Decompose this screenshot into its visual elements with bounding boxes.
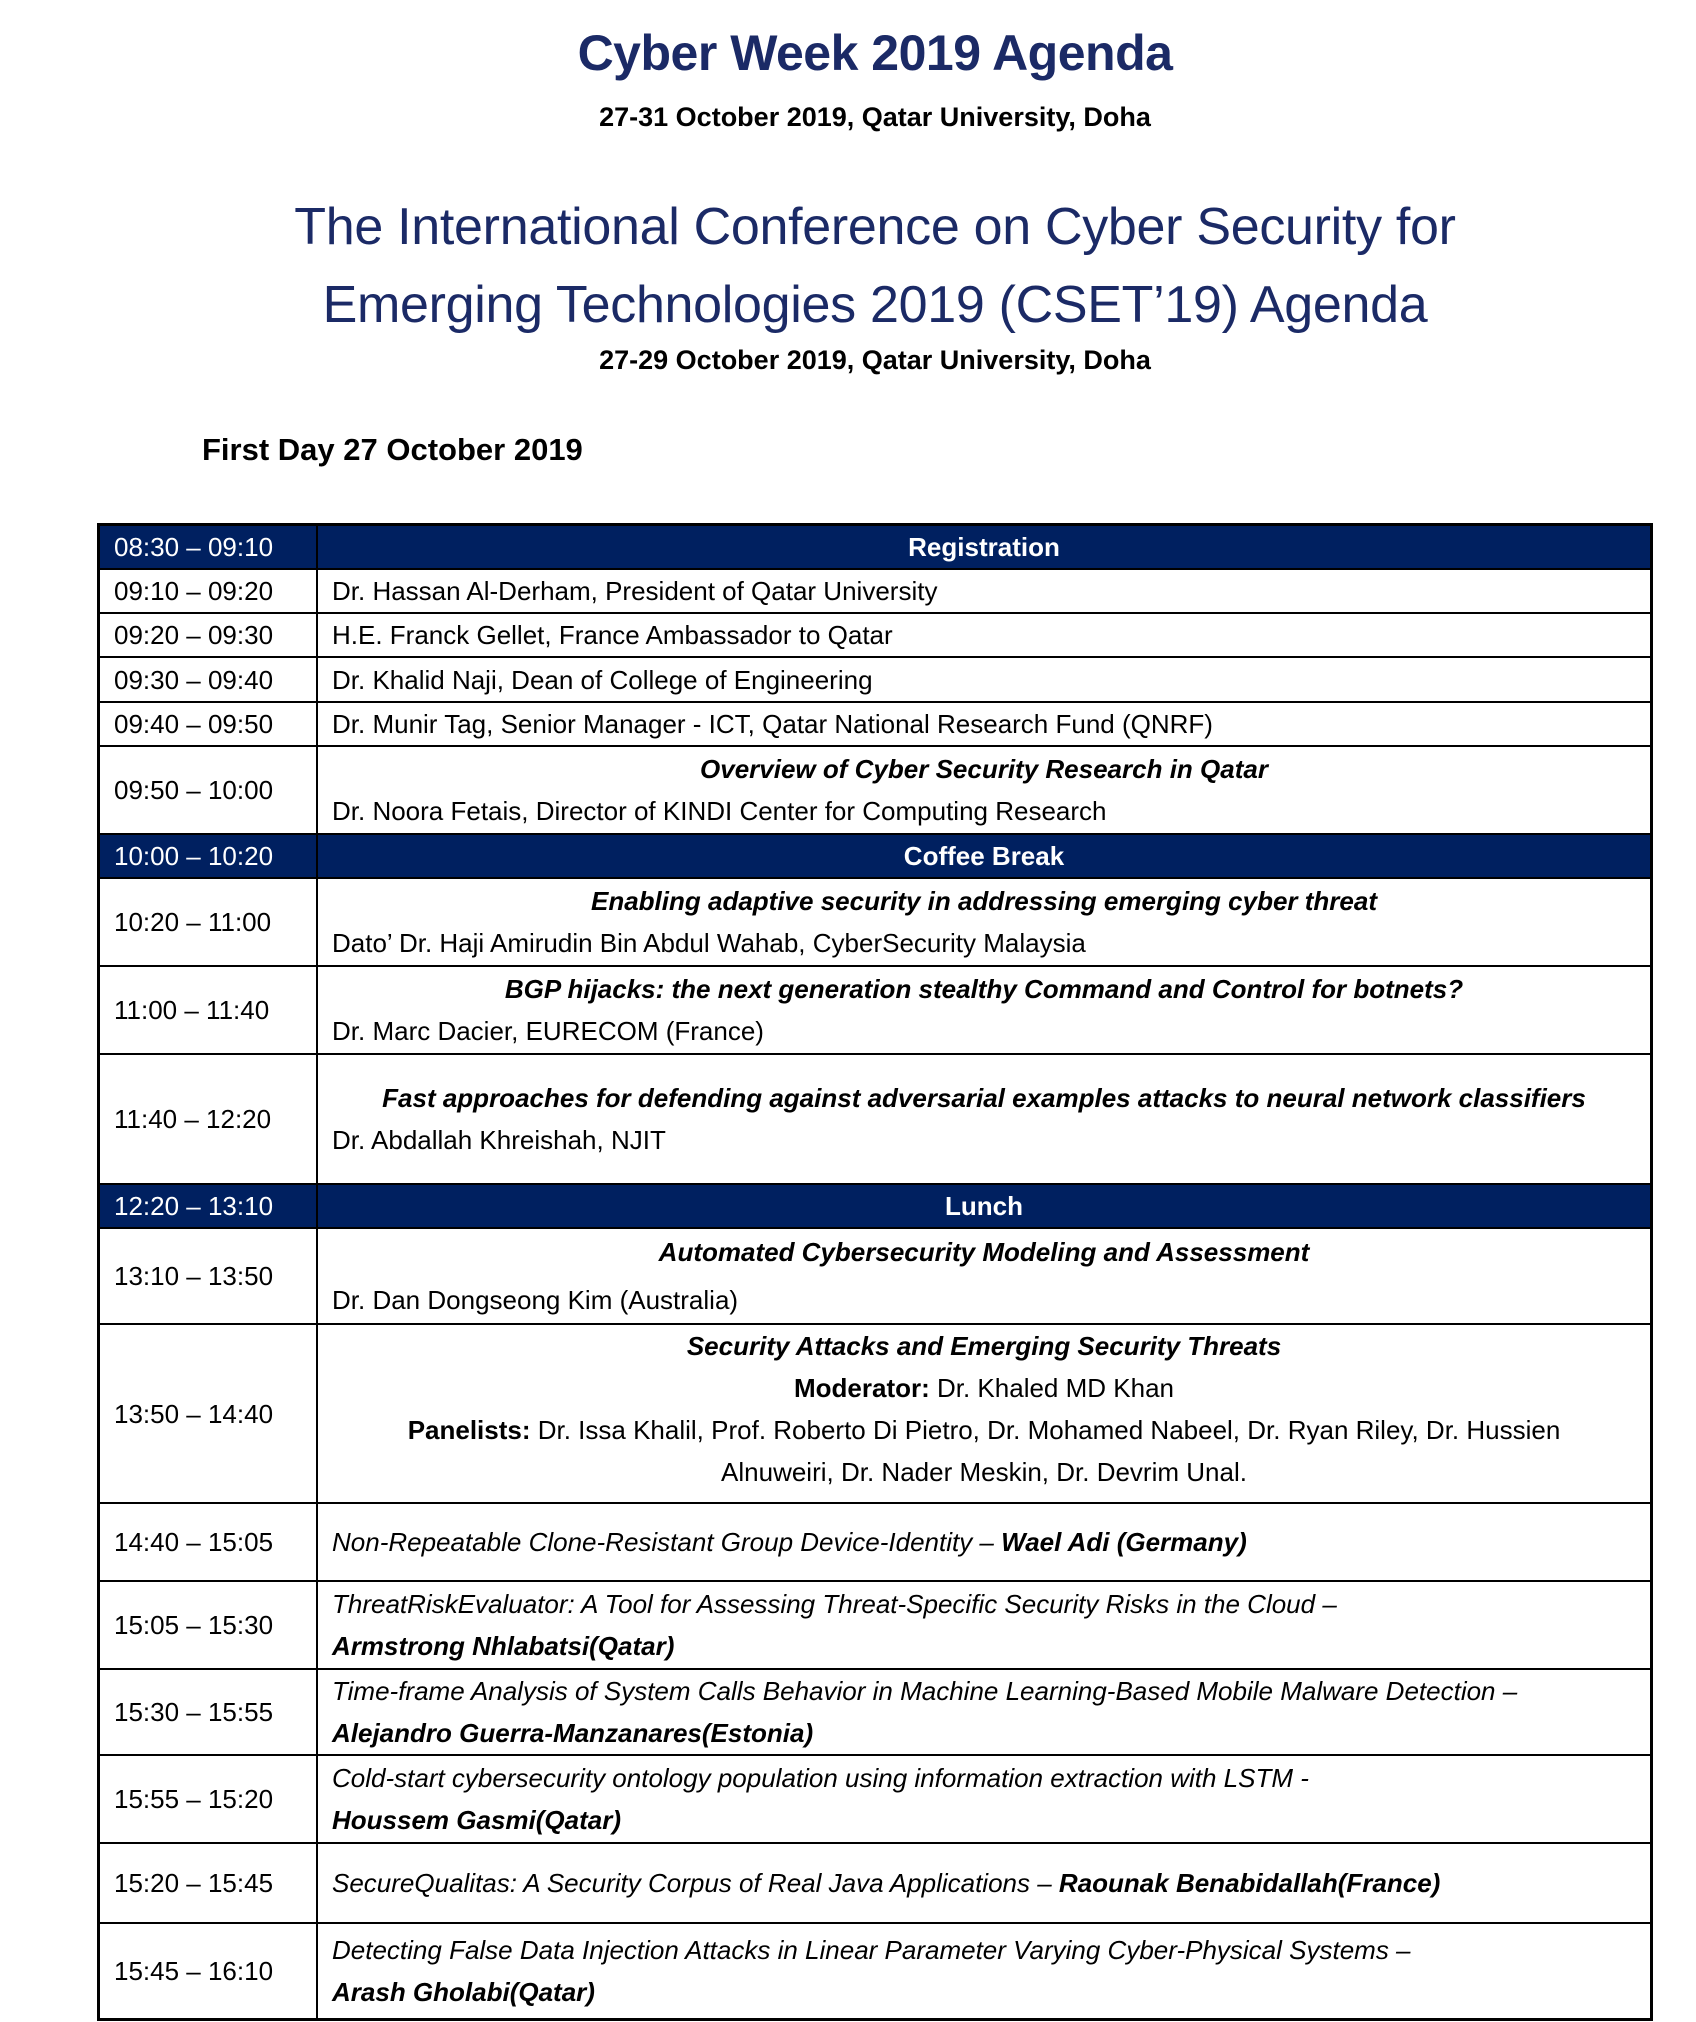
break-label: Coffee Break (317, 834, 1652, 878)
talk-cell (317, 746, 1652, 834)
agenda-row (99, 878, 1652, 966)
paper-title: Cold-start cybersecurity ontology population using information extraction with LSTM - (332, 1763, 1309, 1793)
talk-title: Automated Cybersecurity Modeling and Assessment (658, 1237, 1310, 1267)
time-slot: 15:20 – 15:45 (99, 1843, 318, 1923)
paper-author: Houssem Gasmi(Qatar) (332, 1805, 621, 1835)
time-slot: 14:40 – 15:05 (99, 1503, 318, 1581)
talk-title: Overview of Cyber Security Research in Qatar (700, 754, 1268, 784)
talk-cell (317, 1228, 1652, 1324)
page-title: Cyber Week 2019 Agenda (577, 25, 1173, 81)
agenda-row (99, 702, 1652, 746)
paper-author: Armstrong Nhlabatsi(Qatar) (332, 1631, 675, 1661)
break-label: Lunch (317, 1184, 1652, 1228)
paper-cell (317, 1843, 1652, 1923)
agenda-row (99, 1843, 1652, 1923)
speaker: Dr. Khalid Naji, Dean of College of Engineering (317, 657, 1652, 702)
paper-author: Alejandro Guerra-Manzanares(Estonia) (332, 1718, 814, 1748)
paper-title: Detecting False Data Injection Attacks in Linear Parameter Varying Cyber-Physical Systems – (332, 1934, 1411, 1965)
time-slot: 13:50 – 14:40 (99, 1324, 318, 1503)
paper-title: SecureQualitas: A Security Corpus of Real Java Applications – (332, 1868, 1059, 1898)
panel-cell (317, 1324, 1652, 1503)
agenda-row (99, 657, 1652, 702)
time-slot: 10:20 – 11:00 (99, 878, 318, 966)
agenda-row (99, 966, 1652, 1054)
moderator-name: Dr. Khaled MD Khan (929, 1373, 1174, 1403)
speaker: Dr. Dan Dongseong Kim (Australia) (332, 1285, 739, 1315)
panel-title: Security Attacks and Emerging Security Threats (686, 1331, 1282, 1361)
event-dates-location: 27-31 October 2019, Qatar University, Doha (599, 102, 1151, 132)
speaker: H.E. Franck Gellet, France Ambassador to Qatar (317, 613, 1652, 657)
agenda-row-panel (99, 1324, 1652, 1503)
time-slot: 15:45 – 16:10 (99, 1923, 318, 2019)
time-slot: 15:55 – 15:20 (99, 1755, 318, 1843)
paper-cell (317, 1581, 1652, 1669)
paper-cell (317, 1669, 1652, 1755)
speaker: Dr. Marc Dacier, EURECOM (France) (332, 1016, 764, 1046)
agenda-row-break (99, 1184, 1652, 1228)
paper-author: Arash Gholabi(Qatar) (332, 1976, 595, 2007)
time-slot: 12:20 – 13:10 (99, 1184, 318, 1228)
break-label: Registration (317, 525, 1652, 570)
time-slot: 11:00 – 11:40 (99, 966, 318, 1054)
talk-title: BGP hijacks: the next generation stealthy Command and Control for botnets? (504, 974, 1464, 1004)
conference-dates-location: 27-29 October 2019, Qatar University, Doha (599, 345, 1151, 375)
agenda-row (99, 1755, 1652, 1843)
agenda-row (99, 569, 1652, 613)
agenda-row (99, 1581, 1652, 1669)
paper-title: Time-frame Analysis of System Calls Behavior in Machine Learning-Based Mobile Malware Detection – (332, 1676, 1518, 1706)
speaker: Dr. Hassan Al-Derham, President of Qatar University (317, 569, 1652, 613)
conference-title-line-2: Emerging Technologies 2019 (CSET’19) Agenda (322, 276, 1428, 334)
agenda-row-break (99, 834, 1652, 878)
speaker: Dr. Munir Tag, Senior Manager - ICT, Qatar National Research Fund (QNRF) (317, 702, 1652, 746)
time-slot: 09:40 – 09:50 (99, 702, 318, 746)
paper-cell (317, 1503, 1652, 1581)
paper-author: Wael Adi (Germany) (1001, 1527, 1247, 1557)
talk-title: Fast approaches for defending against adversarial examples attacks to neural network classifiers (382, 1083, 1586, 1113)
time-slot: 08:30 – 09:10 (99, 525, 318, 570)
paper-title: ThreatRiskEvaluator: A Tool for Assessing Threat-Specific Security Risks in the Cloud – (332, 1589, 1337, 1619)
agenda-row (99, 613, 1652, 657)
paper-cell (317, 1923, 1652, 2019)
speaker: Dr. Noora Fetais, Director of KINDI Center for Computing Research (332, 796, 1107, 826)
time-slot: 09:30 – 09:40 (99, 657, 318, 702)
agenda-row (99, 1669, 1652, 1755)
time-slot: 13:10 – 13:50 (99, 1228, 318, 1324)
paper-cell (317, 1755, 1652, 1843)
agenda-row (99, 1054, 1652, 1184)
time-slot: 15:05 – 15:30 (99, 1581, 318, 1669)
speaker: Dato’ Dr. Haji Amirudin Bin Abdul Wahab, CyberSecurity Malaysia (332, 928, 1086, 958)
agenda-row (99, 746, 1652, 834)
speaker: Dr. Abdallah Khreishah, NJIT (332, 1125, 666, 1155)
time-slot: 09:50 – 10:00 (99, 746, 318, 834)
moderator-label: Moderator: (793, 1373, 930, 1403)
time-slot: 09:20 – 09:30 (99, 613, 318, 657)
conference-title (0, 188, 1696, 344)
agenda-row-break (99, 525, 1652, 570)
day-heading: First Day 27 October 2019 (202, 432, 583, 467)
paper-title: Non-Repeatable Clone-Resistant Group Device-Identity – (332, 1527, 1002, 1557)
talk-cell (317, 878, 1652, 966)
panelists-line (332, 1409, 1636, 1493)
talk-cell (317, 1054, 1652, 1184)
conference-title-line-1: The International Conference on Cyber Security for (294, 198, 1456, 256)
paper-author: Raounak Benabidallah(France) (1058, 1868, 1441, 1898)
time-slot: 15:30 – 15:55 (99, 1669, 318, 1755)
agenda-row (99, 1503, 1652, 1581)
agenda-table (97, 523, 1653, 2021)
talk-title: Enabling adaptive security in addressing emerging cyber threat (590, 886, 1377, 916)
time-slot: 11:40 – 12:20 (99, 1054, 318, 1184)
agenda-row (99, 1923, 1652, 2019)
time-slot: 09:10 – 09:20 (99, 569, 318, 613)
panelists-names: Dr. Issa Khalil, Prof. Roberto Di Pietro, Dr. Mohamed Nabeel, Dr. Ryan Riley, Dr. Hussien Alnuweiri, Dr. Nader Meskin, Dr. Devrim Unal. (530, 1415, 1561, 1487)
panelists-label: Panelists: (407, 1415, 531, 1445)
moderator-line (332, 1367, 1636, 1409)
agenda-row (99, 1228, 1652, 1324)
time-slot: 10:00 – 10:20 (99, 834, 318, 878)
talk-cell (317, 966, 1652, 1054)
